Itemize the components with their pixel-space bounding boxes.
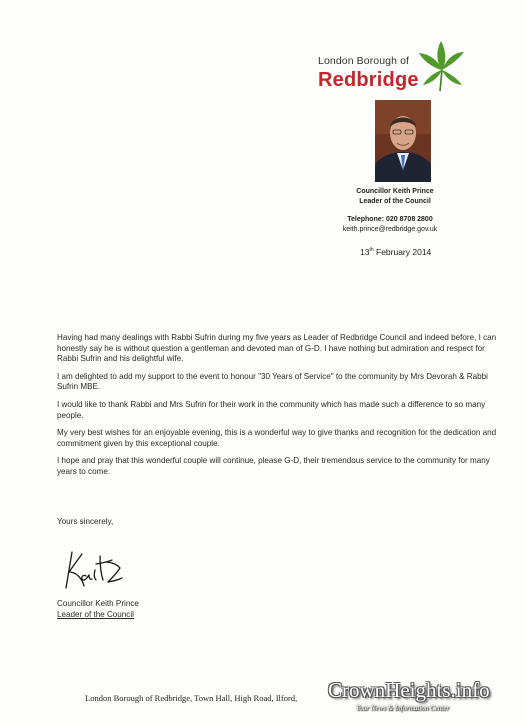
letterhead-signer <box>320 187 470 207</box>
contact-block <box>300 215 480 235</box>
crownheights-watermark <box>328 678 518 718</box>
chestnut-leaf-icon <box>416 40 466 92</box>
date-day: 13 <box>360 247 370 257</box>
letterhead-signer-title: Leader of the Council <box>359 198 431 205</box>
logo-line-1: London Borough of <box>318 55 410 67</box>
date-suffix: th <box>369 247 374 254</box>
watermark-site: CrownHeights.info <box>328 678 490 702</box>
body-paragraph: I would like to thank Rabbi and Mrs Sufrin for their work in the community which has made such a difference to so many people. <box>57 399 486 420</box>
telephone: Telephone: 020 8708 2800 <box>347 216 433 223</box>
body-paragraph: Having had many dealings with Rabbi Sufrin during my five years as Leader of Redbridge Council and indeed before, I can honestly say he is without question a gentleman and devoted man of G-D. I have nothing but admiration and respect for Rabbi Sufrin and his delightful wife. <box>57 333 497 364</box>
letter-body <box>57 333 497 485</box>
watermark-tagline: Your News & Information Center <box>356 704 450 712</box>
closing: Yours sincerely, <box>57 517 114 526</box>
letterhead-signer-name: Councillor Keith Prince <box>356 188 434 195</box>
signature-block <box>57 598 139 620</box>
letter-date <box>360 247 431 257</box>
council-logo <box>318 44 468 94</box>
logo-line-2: Redbridge <box>318 69 419 91</box>
body-paragraph: I am delighted to add my support to the event to honour "30 Years of Service" to the community by Mrs Devorah & Rabbi Sufrin MBE. <box>57 371 488 392</box>
councillor-portrait <box>375 100 431 182</box>
signature-name: Councillor Keith Prince <box>57 599 139 608</box>
footer-address: London Borough of Redbridge, Town Hall, High Road, Ilford, <box>85 693 298 703</box>
date-month-year: February 2014 <box>373 247 432 257</box>
body-paragraph: I hope and pray that this wonderful couple will continue, please G-D, their tremendous service to the community for many years to come. <box>57 456 490 476</box>
body-paragraph: My very best wishes for an enjoyable evening, this is a wonderful way to give thanks and recognition for the dedication and commitment given by this exceptional couple. <box>57 428 497 448</box>
handwritten-signature <box>62 548 124 590</box>
signature-title: Leader of the Council <box>57 610 134 619</box>
email: keith.prince@redbridge.gov.uk <box>342 226 438 233</box>
